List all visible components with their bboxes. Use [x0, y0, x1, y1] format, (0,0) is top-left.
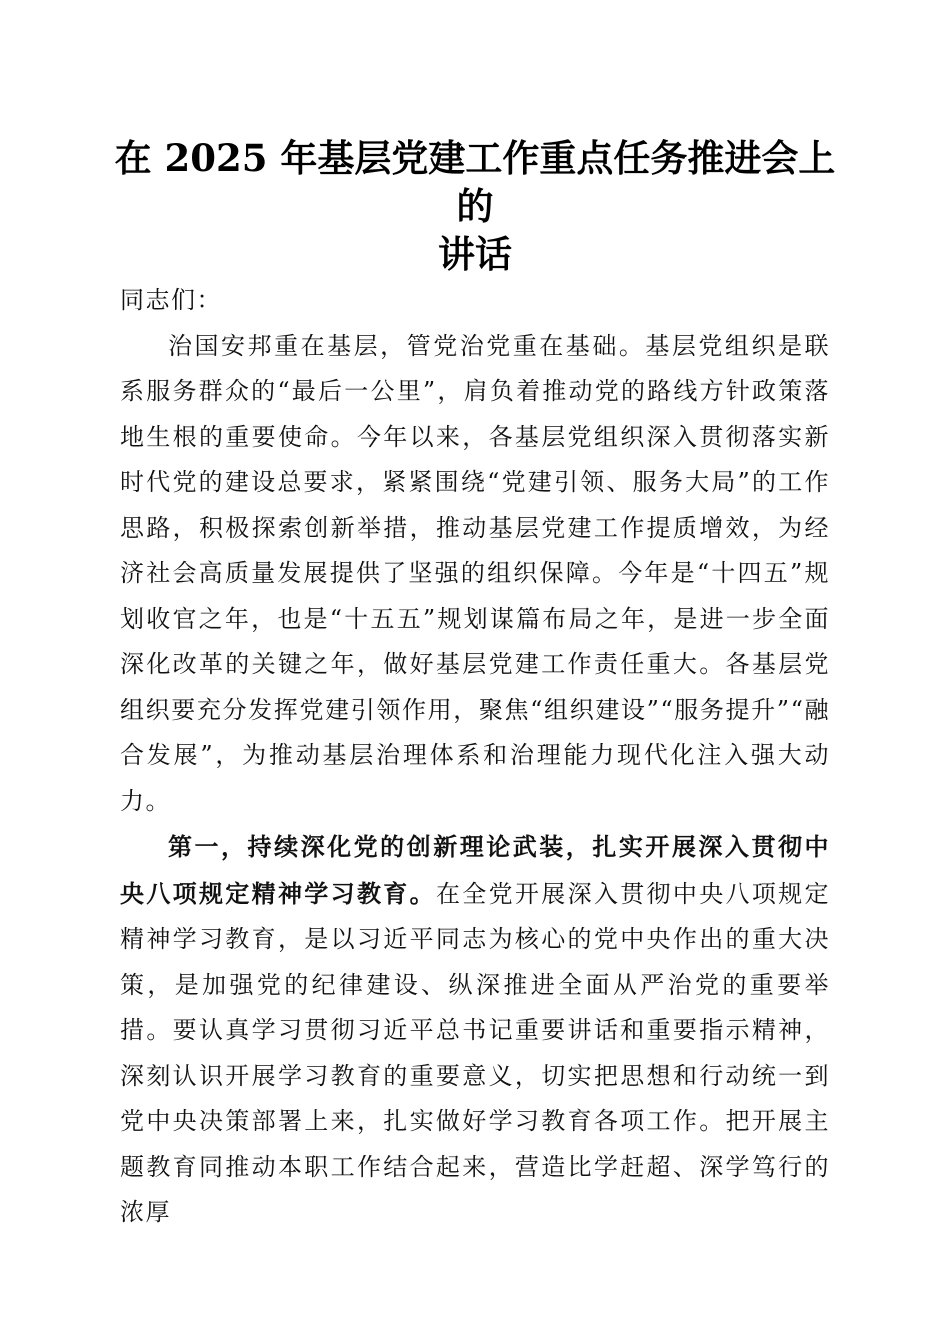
paragraph-intro: 治国安邦重在基层，管党治党重在基础。基层党组织是联系服务群众的“最后一公里”，肩负着推动党的路线方针政策落地生根的重要使命。今年以来，各基层党组织深入贯彻落实新时代党的建设总要求，紧紧围绕“党建引领、服务大局”的工作思路，积极探索创新举措，推动基层党建工作提质增效，为经济社会高质量发展提供了坚强的组织保障。今年是“十四五”规划收官之年，也是“十五五”规划谋篇布局之年，是进一步全面深化改革的关键之年，做好基层党建工作责任重大。各基层党组织要充分发挥党建引领作用，聚焦“组织建设”“服务提升”“融合发展”，为推动基层治理体系和治理能力现代化注入强大动力。 [120, 331, 830, 815]
document-title [100, 134, 850, 278]
title-line-1: 在 2025 年基层党建工作重点任务推进会上的 [114, 136, 836, 228]
document-body [120, 278, 830, 1236]
title-line-2: 讲话 [438, 232, 512, 276]
paragraph-first-point-body: 在全党开展深入贯彻中央八项规定精神学习教育，是以习近平同志为核心的党中央作出的重大决策，是加强党的纪律建设、纵深推进全面从严治党的重要举措。要认真学习贯彻习近平总书记重要讲话和重要指示精神，深刻认识开展学习教育的重要意义，切实把思想和行动统一到党中央决策部署上来，扎实做好学习教育各项工作。把开展主题教育同推动本职工作结合起来，营造比学赶超、深学笃行的浓厚 [120, 879, 831, 1226]
salutation: 同志们： [120, 286, 222, 314]
paragraph-first-point [120, 824, 830, 1236]
paragraph-lead-heading: 第一，持续深化党的创新理论武装，扎实开展深入贯彻中央八项规定精神学习教育。 [120, 832, 830, 908]
